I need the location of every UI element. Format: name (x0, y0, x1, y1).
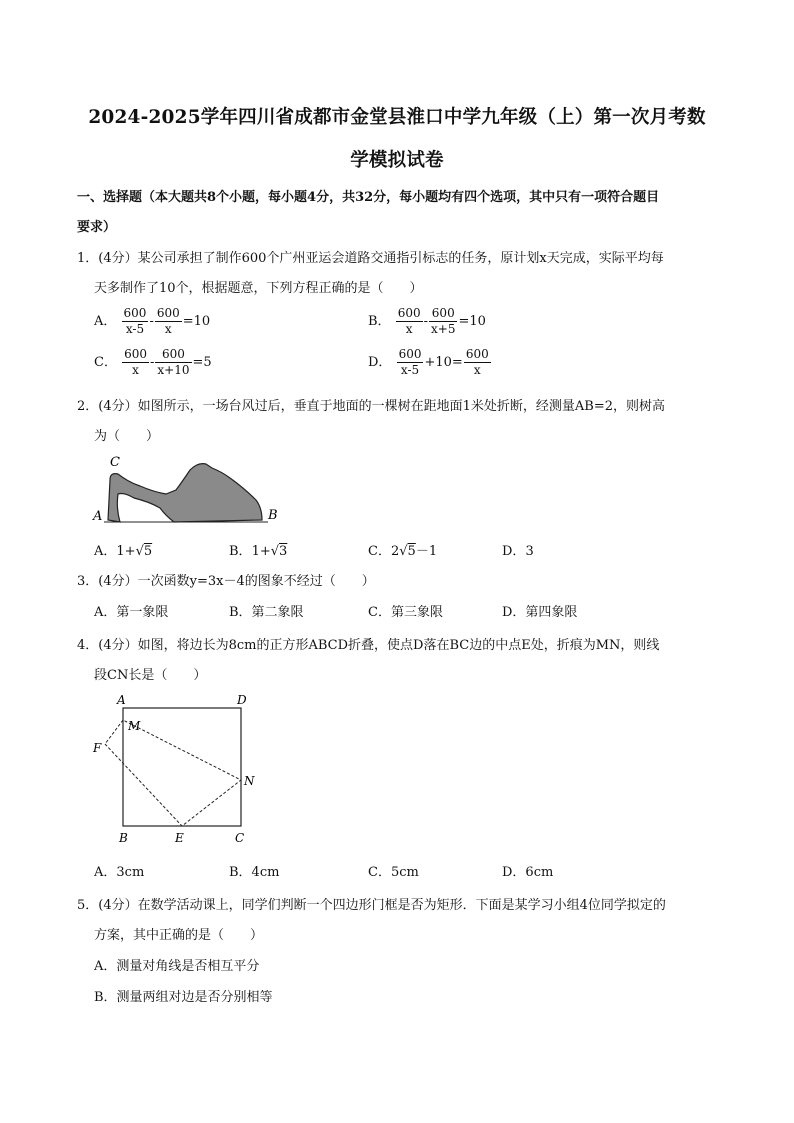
numerator: 600 (124, 347, 147, 361)
q1-stem-line-2: 天多制作了10个，根据题意，下列方程正确的是（ ） (94, 281, 423, 296)
denominator: x (164, 322, 172, 336)
q4-option-a[interactable]: A．3cm (94, 865, 145, 880)
option-label: B． (368, 314, 391, 329)
option-label: D． (502, 544, 526, 559)
operator: - (423, 314, 429, 329)
q2-option-d[interactable] (502, 540, 534, 559)
q4-option-d[interactable]: D．6cm (502, 865, 554, 880)
q3-stem-line-1: 3．(4分）一次函数y=3x－4的图象不经过（ ） (77, 574, 375, 589)
q1-option-a[interactable] (94, 306, 210, 337)
section-heading-line-2: 要求） (77, 220, 117, 235)
fraction (155, 347, 191, 378)
fraction (397, 347, 424, 378)
tree-shape (108, 464, 262, 522)
fraction (396, 306, 423, 337)
fraction (122, 347, 149, 378)
rhs: =10 (458, 314, 486, 329)
label-e: E (175, 831, 184, 845)
fraction (429, 306, 457, 337)
operator: +10= (424, 355, 463, 370)
q1-option-c[interactable] (94, 347, 212, 378)
q3-option-b[interactable]: B．第二象限 (229, 605, 304, 620)
rhs: =10 (182, 314, 211, 329)
numerator: 600 (123, 306, 147, 320)
q5-option-a[interactable]: A．测量对角线是否相互平分 (94, 959, 260, 974)
q3-option-c[interactable]: C．第三象限 (368, 605, 443, 620)
q2-option-c[interactable] (368, 540, 437, 559)
fraction (155, 306, 182, 337)
numerator: 600 (398, 347, 422, 361)
numerator: 600 (429, 306, 457, 322)
expr-prefix: 2 (390, 544, 400, 559)
q2-option-a[interactable] (94, 540, 152, 559)
fraction (122, 306, 149, 337)
q2-option-b[interactable] (229, 540, 287, 559)
expr-suffix: －1 (415, 544, 438, 559)
fraction (464, 347, 491, 378)
label-f: F (93, 741, 102, 755)
expr-prefix: 1+ (251, 544, 271, 559)
q2-stem-line-1: 2．(4分）如图所示，一场台风过后，垂直于地面的一棵树在距地面1米处折断，经测量AB=2，则树高 (77, 399, 665, 414)
exam-title-line-2: 学模拟试卷 (350, 150, 444, 171)
option-label: C． (368, 544, 391, 559)
label-b: B (268, 508, 278, 523)
denominator: x (405, 322, 413, 336)
section-heading-line-1: 一、选择题（本大题共8个小题，每小题4分，共32分，每小题均有四个选项，其中只有一项符合题目 (77, 190, 660, 205)
broken-tree-figure (90, 450, 290, 530)
numerator: 600 (155, 347, 191, 363)
denominator: x-5 (400, 363, 420, 377)
label-n: N (244, 774, 255, 788)
q4-option-b[interactable]: B．4cm (229, 865, 280, 880)
operator: - (149, 314, 154, 329)
option-label: A． (94, 314, 117, 329)
q1-option-b[interactable] (368, 306, 486, 337)
denominator: x (132, 363, 139, 377)
square-abcd (123, 708, 241, 826)
sqrt-icon: √ (135, 544, 144, 559)
denominator: x (473, 363, 481, 377)
radicand: 5 (407, 544, 416, 559)
folded-square-figure (85, 690, 275, 850)
label-a: A (93, 509, 103, 524)
option-text: 3 (525, 544, 534, 559)
label-d: D (237, 693, 247, 707)
numerator: 600 (156, 306, 180, 320)
operator: - (150, 355, 155, 370)
option-label: A． (94, 544, 117, 559)
q4-stem-line-2: 段CN长是（ ） (94, 668, 207, 683)
rhs: =5 (192, 355, 212, 370)
denominator: x+10 (157, 363, 190, 377)
denominator: x-5 (125, 322, 145, 336)
q5-stem-line-1: 5．(4分）在数学活动课上，同学们判断一个四边形门框是否为矩形．下面是某学习小组4位同学拟定的 (77, 898, 666, 913)
label-c: C (110, 455, 120, 470)
sqrt-icon: √ (270, 544, 280, 559)
label-m: M (128, 719, 141, 733)
denominator: x+5 (431, 322, 456, 336)
q2-stem-line-2: 为（ ） (94, 429, 160, 444)
radicand: 3 (279, 544, 288, 559)
q1-stem-line-1: 1．(4分）某公司承担了制作600个广州亚运会道路交通指引标志的任务，原计划x天完成，实际平均每 (77, 251, 664, 266)
q3-option-a[interactable]: A．第一象限 (94, 605, 169, 620)
q4-option-c[interactable]: C．5cm (368, 865, 419, 880)
numerator: 600 (465, 347, 489, 361)
q5-option-b[interactable]: B．测量两组对边是否分别相等 (94, 990, 273, 1005)
radicand: 5 (143, 544, 153, 559)
q3-option-d[interactable]: D．第四象限 (502, 605, 578, 620)
expr-prefix: 1+ (116, 544, 136, 559)
q5-stem-line-2: 方案，其中正确的是（ ） (94, 928, 264, 943)
option-label: D． (368, 355, 392, 370)
sqrt-icon: √ (399, 544, 408, 559)
fold-lines (105, 720, 241, 826)
q1-option-d[interactable] (368, 347, 492, 378)
q4-stem-line-1: 4．(4分）如图，将边长为8cm的正方形ABCD折叠，使点D落在BC边的中点E处，折痕为MN，则线 (77, 638, 660, 653)
label-c: C (235, 831, 245, 845)
label-b: B (119, 831, 128, 845)
exam-title-line-1: 2024-2025学年四川省成都市金堂县淮口中学九年级（上）第一次月考数 (88, 107, 706, 128)
option-label: B． (229, 544, 252, 559)
numerator: 600 (397, 306, 421, 320)
option-label: C． (94, 355, 117, 370)
label-a: A (117, 693, 126, 707)
